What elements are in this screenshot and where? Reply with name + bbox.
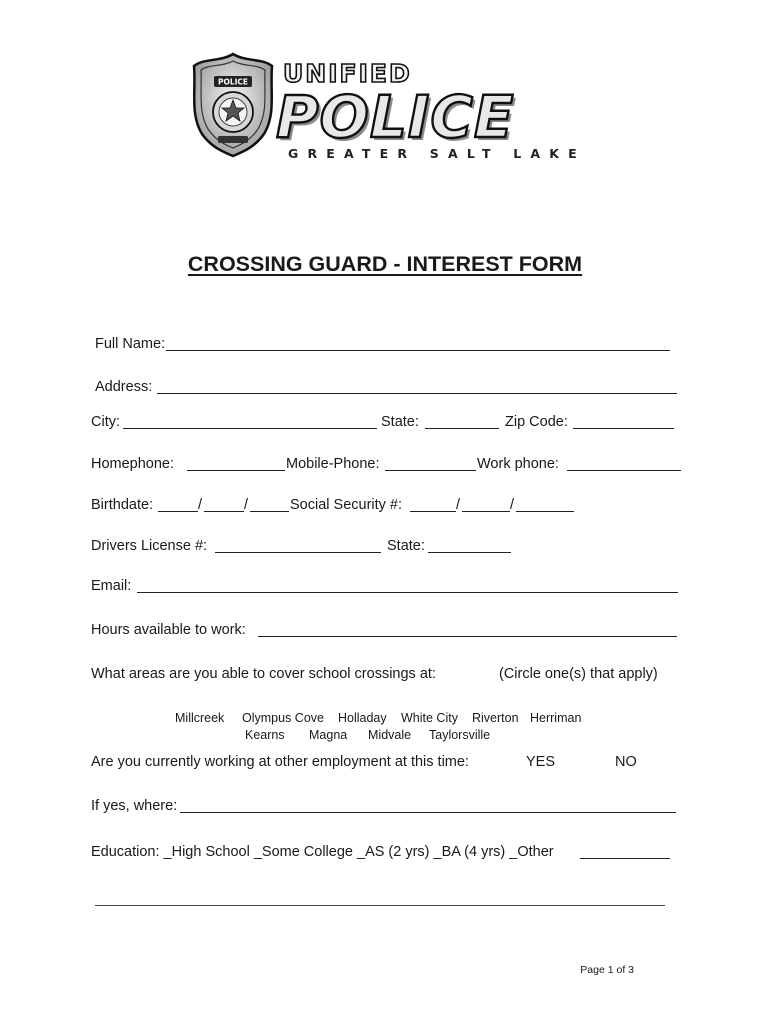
dl-state-label: State: [387,538,425,554]
where-field[interactable] [180,812,676,813]
employment-question: Are you currently working at other employment at this time: [91,754,469,770]
logo-region-text: GREATER SALT LAKE [288,146,586,161]
address-label: Address: [95,379,153,395]
birth-month-field[interactable] [158,511,198,512]
drivers-license-field[interactable] [215,552,381,553]
address-field[interactable] [157,393,677,394]
where-label: If yes, where: [91,798,178,814]
page-number: Page 1 of 3 [580,964,634,976]
birthdate-slash-1: / [198,497,203,513]
full-name-label: Full Name: [95,336,166,352]
area-option[interactable]: Herriman [530,711,582,725]
zip-field[interactable] [573,428,674,429]
mobile-phone-field[interactable] [385,470,476,471]
ssn-part-2-field[interactable] [462,511,510,512]
ssn-slash-1: / [456,497,461,513]
education-other-field[interactable] [580,858,670,859]
yes-option[interactable]: YES [526,754,556,770]
area-option[interactable]: Kearns [245,728,285,742]
full-name-field[interactable] [166,350,670,351]
work-phone-field[interactable] [567,470,681,471]
city-label: City: [91,414,120,430]
work-phone-label: Work phone: [477,456,559,472]
unified-police-logo [190,52,590,167]
logo-unified-text: UNIFIED [283,59,412,88]
zip-label: Zip Code: [505,414,568,430]
birthdate-label: Birthdate: [91,497,154,513]
dl-state-field[interactable] [428,552,511,553]
email-field[interactable] [137,592,678,593]
area-option[interactable]: White City [401,711,458,725]
birthdate-slash-2: / [244,497,249,513]
city-field[interactable] [123,428,377,429]
birth-year-field[interactable] [250,511,289,512]
birth-day-field[interactable] [204,511,244,512]
area-option[interactable]: Millcreek [175,711,225,725]
area-option[interactable]: Taylorsville [429,728,491,742]
no-option[interactable]: NO [615,754,637,770]
state-label: State: [381,414,419,430]
education-label: Education: _High School _Some College _AS (2 yrs) _BA (4 yrs) _Other [91,844,554,860]
ssn-part-3-field[interactable] [516,511,574,512]
area-option[interactable]: Holladay [338,711,387,725]
area-option[interactable]: Olympus Cove [242,711,324,725]
logo-police-text: POLICE [276,83,515,151]
hours-label: Hours available to work: [91,622,246,638]
area-option[interactable]: Midvale [368,728,412,742]
hours-field[interactable] [258,636,677,637]
home-phone-field[interactable] [187,470,285,471]
ssn-label: Social Security #: [290,497,403,513]
blank-line[interactable] [95,905,665,906]
ssn-slash-2: / [510,497,515,513]
mobile-phone-label: Mobile-Phone: [286,456,380,472]
svg-text:POLICE: POLICE [217,77,249,87]
email-label: Email: [91,578,132,594]
drivers-license-label: Drivers License #: [91,538,208,554]
form-title: CROSSING GUARD - INTEREST FORM [187,252,583,276]
area-option[interactable]: Riverton [472,711,519,725]
ssn-part-1-field[interactable] [410,511,456,512]
home-phone-label: Homephone: [91,456,175,472]
area-option[interactable]: Magna [309,728,348,742]
areas-question: What areas are you able to cover school crossings at: [91,666,436,682]
police-badge-icon [190,52,276,158]
state-field[interactable] [425,428,499,429]
areas-instruction: (Circle one(s) that apply) [499,666,658,682]
